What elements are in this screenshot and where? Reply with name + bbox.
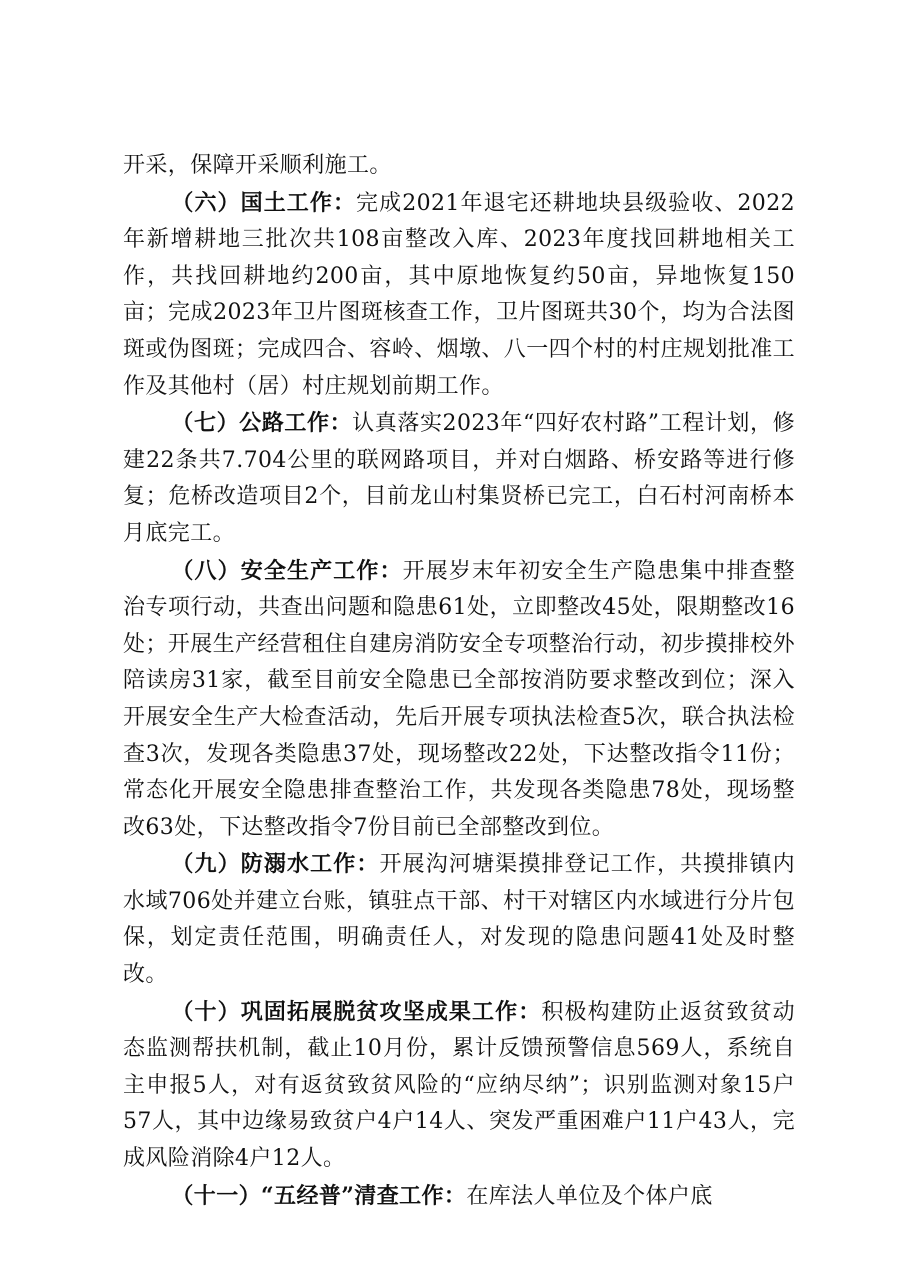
paragraph-continuation [123,148,795,185]
paragraph-text: 认真落实2023年“四好农村路”工程计划，修建22条共7.704公里的联网路项目，并对白烟路、桥安路等进行修复；危桥改造项目2个，目前龙山村集贤桥已完工，白石村河南桥本月底完工。 [123,411,795,546]
paragraph-text: 开展岁末年初安全生产隐患集中排查整治专项行动，共查出问题和隐患61处，立即整改45处，限期整改16处；开展生产经营租住自建房消防安全专项整治行动，初步摸排校外陪读房31家，截至目前安全隐患已全部按消防要求整改到位；深入开展安全生产大检查活动，先后开展专项执法检查5次，联合执法检查3次，发现各类隐患37处，现场整改22处，下达整改指令11份；常态化开展安全隐患排查整治工作，共发现各类隐患78处，现场整改63处，下达整改指令7份目前已全部整改到位。 [123,558,796,840]
paragraph-heading: （十）巩固拓展脱贫攻坚成果工作： [171,998,542,1025]
paragraph-text: 在库法人单位及个体户底 [466,1183,713,1209]
paragraph-heading: （九）防溺水工作： [171,851,380,878]
document-body [123,148,795,1215]
paragraph-text: 开展沟河塘渠摸排登记工作，共摸排镇内水域706处并建立台账，镇驻点干部、村干对辖区内水域进行分片包保，划定责任范围，明确责任人，对发现的隐患问题41处及时整改。 [123,852,795,988]
paragraph-heading: （七）公路工作： [171,410,353,437]
paragraph-heading: （十一）“五经普”清查工作： [171,1182,467,1209]
paragraph-heading: （八）安全生产工作： [171,557,403,584]
paragraph-text: 开采，保障开采顺利施工。 [123,153,392,178]
paragraph-economic-census [123,1178,795,1216]
paragraph-road-work [123,405,795,552]
paragraph-poverty-alleviation [123,994,795,1178]
paragraph-text: 完成2021年退宅还耕地块县级验收、2022年新增耕地三批次共108亩整改入库、2023年度找回耕地相关工作，共找回耕地约200亩，其中原地恢复约50亩，异地恢复150亩；完成2023年卫片图斑核查工作，卫片图斑共30个，均为合法图斑或伪图斑；完成四合、容岭、烟墩、八一四个村的村庄规划批准工作及其他村（居）村庄规划前期工作。 [123,190,796,399]
paragraph-land-work [123,185,795,406]
paragraph-text: 积极构建防止返贫致贫动态监测帮扶机制，截止10月份，累计反馈预警信息569人，系统自主申报5人，对有返贫致贫风险的“应纳尽纳”；识别监测对象15户57人，其中边缘易致贫户4户14人、突发严重困难户11户43人，完成风险消除4户12人。 [123,999,795,1172]
paragraph-heading: （六）国土工作： [171,189,357,216]
paragraph-drowning-prevention [123,846,795,993]
paragraph-safety-work [123,553,795,847]
